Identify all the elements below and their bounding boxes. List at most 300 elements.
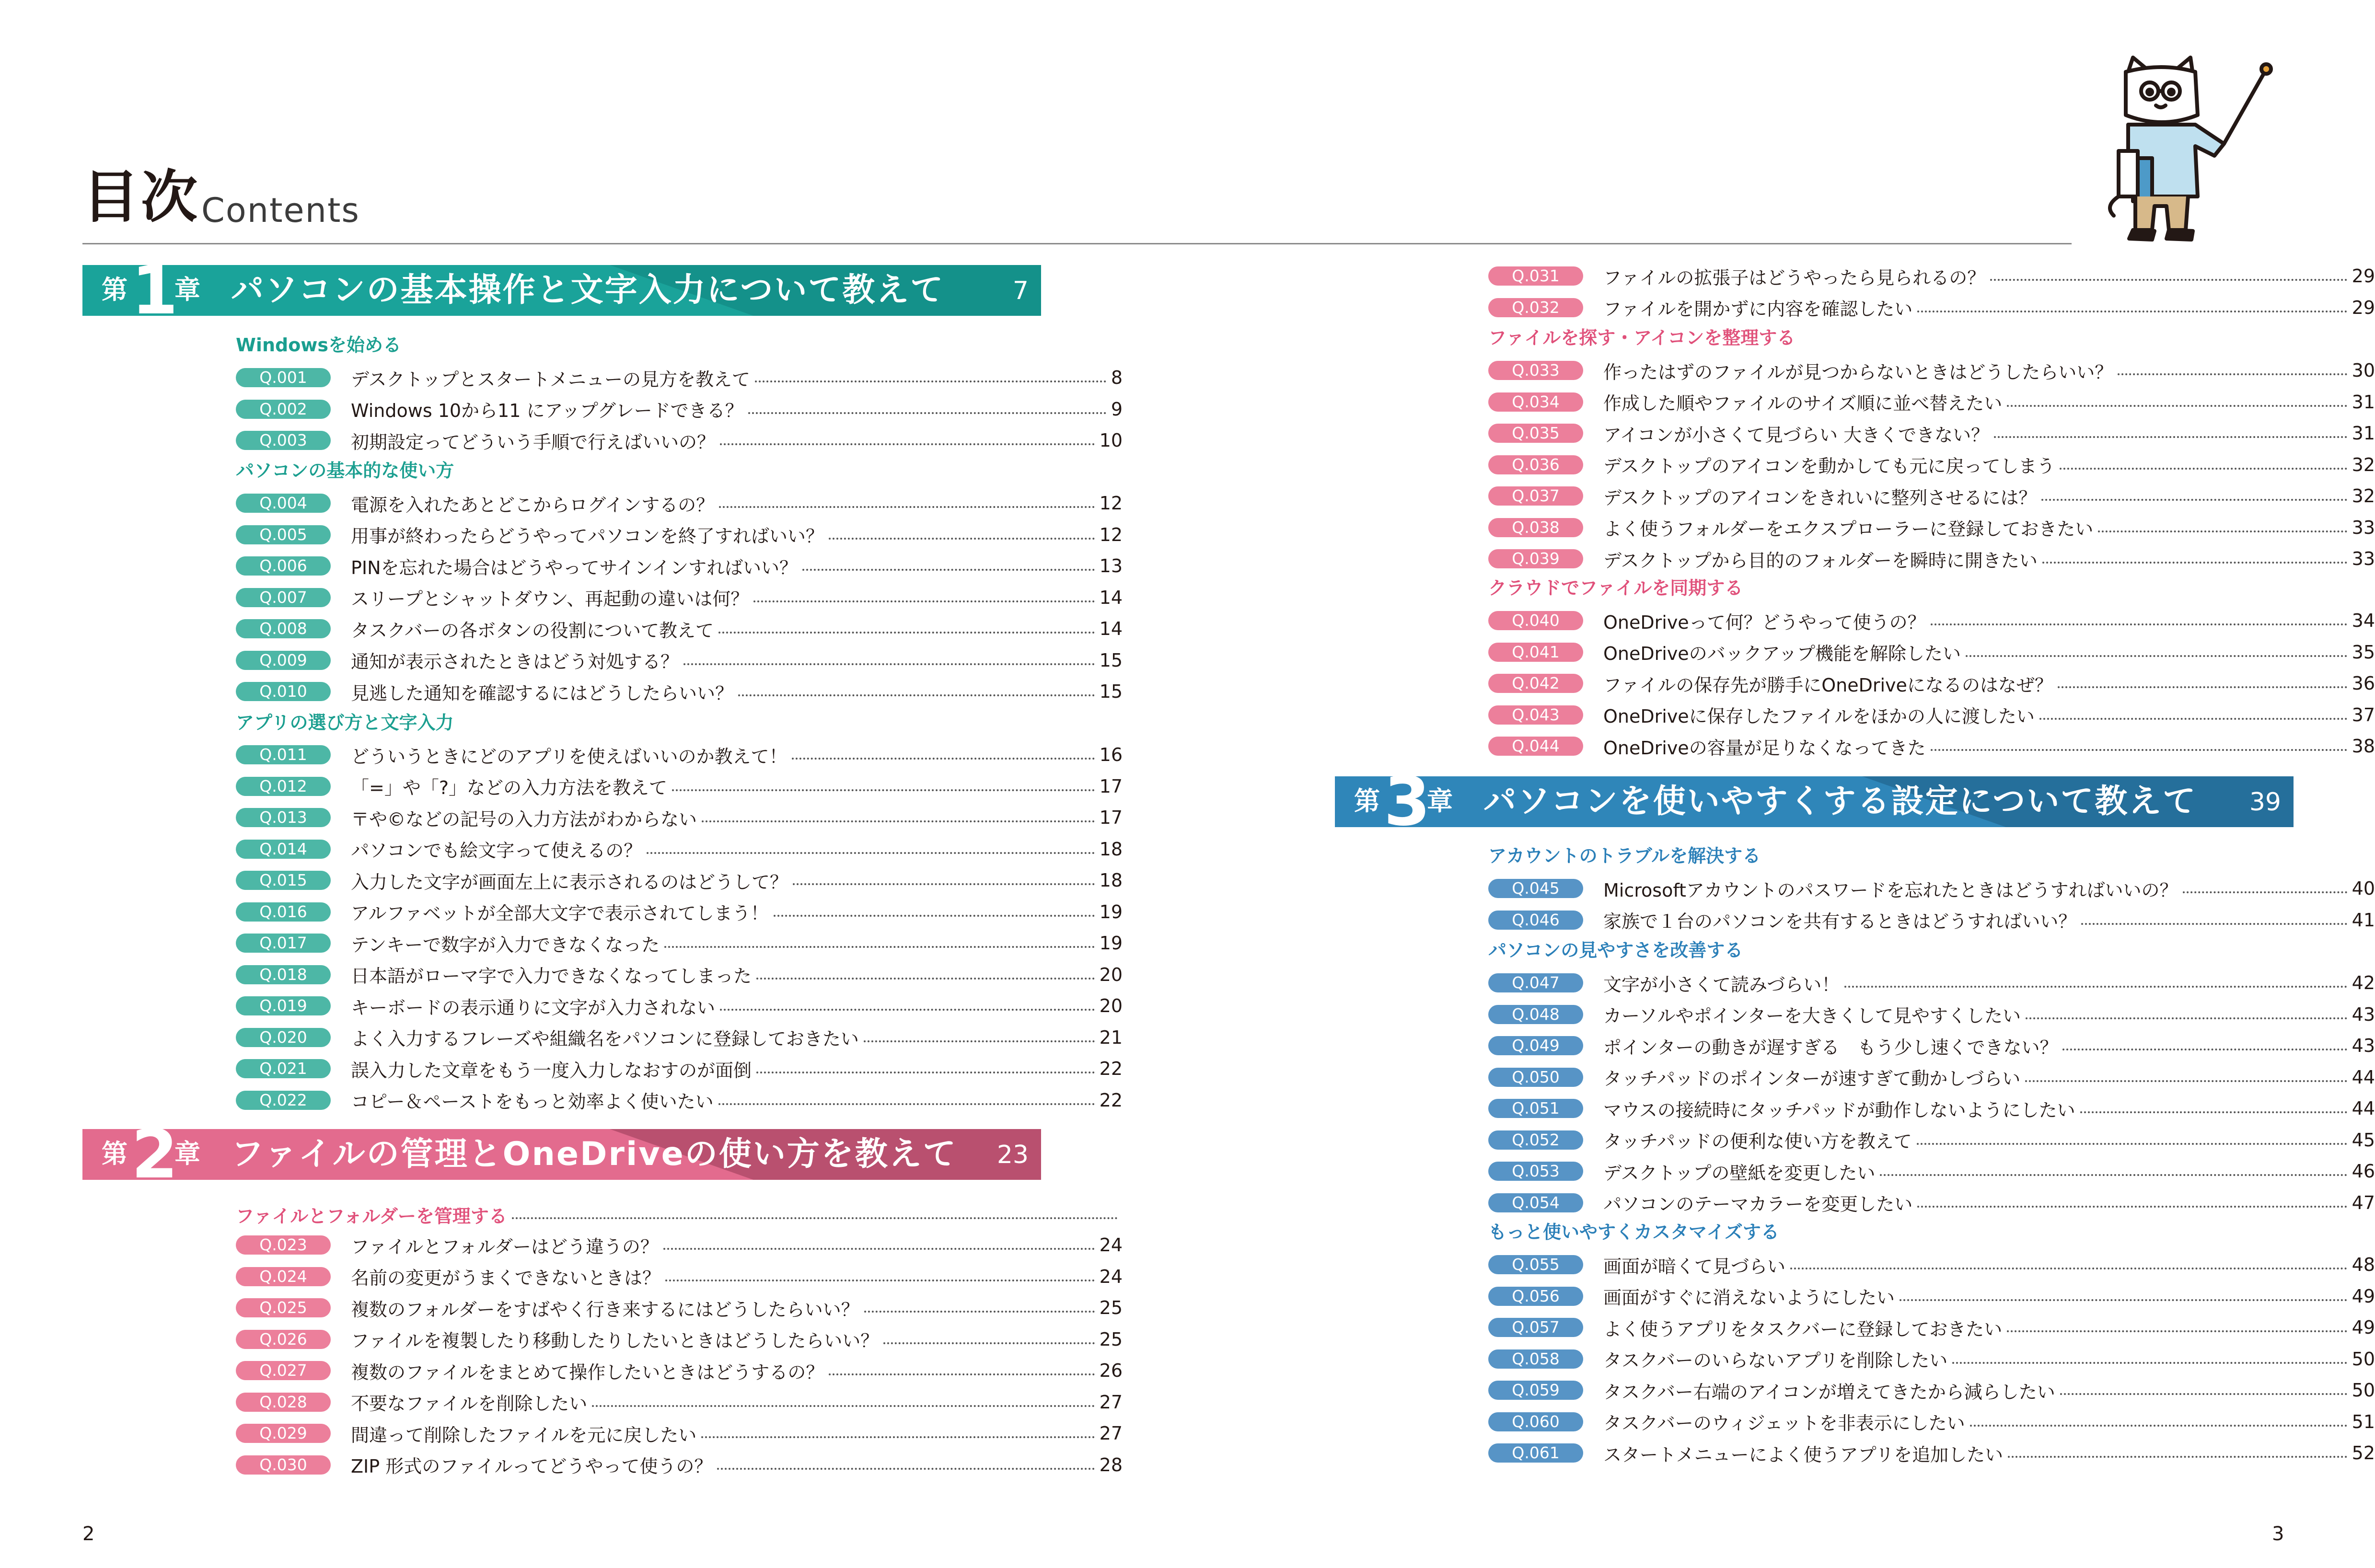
question-text: タッチパッドの便利な使い方を教えて [1603,1131,1912,1152]
chapter-prefix: 第 [102,275,127,305]
toc-entry-line [1603,451,2375,478]
toc-entry[interactable] [236,1357,1123,1384]
question-text: 「=」や「?」などの入力方法を教えて [351,777,668,798]
question-badge: Q.052 [1488,1130,1583,1150]
page-number-left: 2 [82,1523,95,1545]
toc-entry[interactable] [236,615,1123,642]
leader-dots [1917,1206,2347,1208]
section-title: パソコンの基本的な使い方 [236,460,454,481]
leader-dots [1931,623,2347,625]
toc-entry[interactable] [1488,875,2375,902]
question-text: OneDriveの容量が足りなくなってきた [1603,737,1926,759]
page-ref: 25 [1099,1297,1123,1318]
toc-entry-line [1603,1127,2375,1153]
chapter-number: 3 [1384,763,1431,841]
question-text: スリープとシャットダウン、再起動の違いは何？ [351,588,749,610]
question-text: マウスの接続時にタッチパッドが動作しないようにしたい [1603,1099,2075,1121]
toc-entry-line [1603,1251,2375,1278]
toc-entry-line [351,773,1123,800]
question-text: ファイルの拡張子はどうやったら見られるの？ [1603,267,1986,288]
page-ref: 19 [1099,933,1123,954]
question-text: 複数のフォルダーをすばやく行き来するにはどうしたらいい？ [351,1299,859,1320]
question-badge: Q.041 [1488,643,1583,662]
question-badge: Q.061 [1488,1443,1583,1463]
toc-entry-line [351,1294,1123,1321]
toc-entry-line [1603,1440,2375,1466]
question-text: カーソルやポインターを大きくして見やすくしたい [1603,1005,2021,1026]
page-ref: 14 [1099,618,1123,639]
toc-entry[interactable] [236,1389,1123,1416]
question-text: パソコンのテーマカラーを変更したい [1603,1194,1913,1215]
toc-entry[interactable] [1488,969,2375,996]
toc-entry-line [1603,1408,2375,1435]
leader-dots [2042,562,2347,564]
toc-entry-line [1603,670,2375,697]
page-ref: 52 [2352,1442,2375,1464]
question-badge: Q.059 [1488,1381,1583,1400]
question-text: ZIP 形式のファイルってどうやって使うの？ [351,1456,713,1477]
question-badge: Q.055 [1488,1255,1583,1274]
toc-entry-line [351,867,1123,894]
page-ref: 20 [1099,964,1123,985]
question-badge: Q.027 [236,1361,331,1380]
toc-entry[interactable] [236,773,1123,800]
leader-dots [717,1468,1094,1470]
page-ref: 31 [2352,391,2375,413]
toc-entry-line [351,1024,1123,1051]
toc-entry-line [351,364,1123,391]
question-text: タスクバーのいらないアプリを削除したい [1603,1350,1948,1371]
leader-dots [1931,749,2347,751]
toc-entry-line [351,1326,1123,1353]
leader-dots [719,506,1095,508]
page-ref: 34 [2352,610,2375,631]
toc-entry[interactable] [1488,1189,2375,1216]
chapter-page: 39 [2249,788,2281,817]
page-ref: 48 [2352,1254,2375,1275]
toc-entry-line [351,584,1123,611]
question-badge: Q.008 [236,619,331,638]
toc-entry[interactable] [236,836,1123,863]
question-text: テンキーで数字が入力できなくなった [351,934,660,956]
chapter-title: パソコンを使いやすくする設定について教えて [1483,783,2197,820]
toc-entry-line [1603,420,2375,447]
toc-entry[interactable] [236,992,1123,1019]
toc-entry[interactable] [236,867,1123,894]
question-text: OneDriveって何？どうやって使うの？ [1603,611,1926,633]
leader-dots [701,1436,1094,1438]
leader-dots [1917,1143,2347,1145]
question-badge: Q.050 [1488,1068,1583,1087]
question-badge: Q.001 [236,368,331,387]
question-text: 日本語がローマ字で入力できなくなってしまった [351,966,752,987]
toc-entry-line [1603,514,2375,541]
question-text: ファイルを開かずに内容を確認したい [1603,299,1913,320]
question-badge: Q.038 [1488,518,1583,537]
toc-entry[interactable] [1488,514,2375,541]
page-ref: 44 [2352,1066,2375,1088]
toc-entry[interactable] [236,1452,1123,1478]
question-text: アルファベットが全部大文字で表示されてしまう！ [351,903,769,924]
toc-entry-line [351,521,1123,548]
page-ref: 16 [1099,744,1123,765]
chapter-page: 23 [996,1141,1029,1169]
toc-entry-line [1603,1314,2375,1341]
question-text: OneDriveのバックアップ機能を解除したい [1603,643,1961,664]
chapter-1-banner[interactable] [82,252,1041,330]
page-ref: 47 [2352,1192,2375,1213]
page-ref: 28 [1099,1454,1123,1476]
question-text: 見逃した通知を確認するにはどうしたらいい？ [351,682,734,704]
page-ref: 49 [2352,1285,2375,1307]
chapter-prefix: 第 [1354,786,1380,816]
toc-entry[interactable] [1488,1251,2375,1278]
toc-entry[interactable] [1488,1283,2375,1310]
page-ref: 40 [2352,878,2375,899]
page-ref: 12 [1099,493,1123,514]
leader-dots [2080,1111,2347,1113]
leader-dots [756,978,1095,980]
page-ref: 38 [2352,736,2375,757]
question-text: 〒や©などの記号の入力方法がわからない [351,808,697,830]
question-text: 作成した順やファイルのサイズ順に並べ替えたい [1603,393,2003,414]
leader-dots [883,1342,1094,1344]
toc-entry[interactable] [236,899,1123,925]
question-badge: Q.043 [1488,705,1583,725]
page-ref: 12 [1099,524,1123,545]
leader-dots [1917,311,2347,312]
toc-entry[interactable] [236,1294,1123,1321]
question-text: 画面がすぐに消えないようにしたい [1603,1287,1895,1308]
question-text: ポインターの動きが遅すぎる もう少し速くできない？ [1603,1037,2058,1058]
toc-entry[interactable] [1488,1377,2375,1404]
toc-entry[interactable] [236,1055,1123,1082]
toc-entry-line [1603,1095,2375,1122]
page-ref: 15 [1099,681,1123,702]
leader-dots [2007,1330,2347,1332]
toc-entry[interactable] [236,427,1123,454]
toc-entry[interactable] [1488,607,2375,634]
section-title: Windowsを始める [236,334,402,356]
leader-dots [2183,891,2347,893]
page-ref: 32 [2352,485,2375,507]
toc-entry-line [351,647,1123,674]
toc-entry[interactable] [236,521,1123,548]
toc-entry-line [1603,1032,2375,1059]
toc-entry[interactable] [1488,420,2375,447]
leader-dots [1844,986,2347,988]
toc-entry[interactable] [1488,1064,2375,1091]
toc-entry[interactable] [1488,389,2375,415]
question-badge: Q.057 [1488,1318,1583,1337]
leader-dots [718,1103,1095,1105]
toc-entry-line [1603,545,2375,572]
leader-dots [512,1217,1118,1219]
toc-entry[interactable] [1488,451,2375,478]
question-text: よく使うフォルダーをエクスプローラーに登録しておきたい [1603,519,2094,540]
toc-entry-line [1603,607,2375,634]
toc-entry-line [351,899,1123,925]
page-ref: 49 [2352,1317,2375,1338]
question-badge: Q.053 [1488,1162,1583,1181]
question-badge: Q.014 [236,840,331,859]
toc-entry[interactable] [1488,1095,2375,1122]
toc-entry[interactable] [1488,670,2375,697]
leader-dots [684,663,1095,665]
question-badge: Q.007 [236,588,331,607]
toc-entry[interactable] [236,930,1123,957]
toc-entry[interactable] [236,490,1123,517]
question-badge: Q.020 [236,1028,331,1047]
toc-entry[interactable] [1488,1158,2375,1185]
leader-dots [748,412,1106,414]
question-text: デスクトップから目的のフォルダーを瞬時に開きたい [1603,550,2038,571]
page-number-right: 3 [2272,1523,2284,1545]
section-title: もっと使いやすくカスタマイズする [1488,1222,1779,1243]
toc-entry-line [351,1389,1123,1416]
leader-dots [2098,530,2347,532]
toc-entry[interactable] [1488,357,2375,384]
question-badge: Q.039 [1488,549,1583,568]
question-text: Windows 10から11 にアップグレードできる？ [351,400,743,421]
leader-dots [2039,718,2347,720]
question-badge: Q.013 [236,808,331,827]
toc-entry-line [351,961,1123,988]
chapter-prefix: 第 [102,1139,127,1169]
question-badge: Q.005 [236,525,331,544]
toc-entry-line [1603,1064,2375,1091]
question-text: 複数のファイルをまとめて操作したいときはどうするの？ [351,1361,824,1383]
toc-entry-line [351,553,1123,579]
question-text: デスクトップの壁紙を変更したい [1603,1162,1876,1184]
toc-entry-line [351,615,1123,642]
question-badge: Q.060 [1488,1412,1583,1431]
question-badge: Q.032 [1488,298,1583,317]
question-badge: Q.049 [1488,1036,1583,1055]
question-badge: Q.026 [236,1330,331,1349]
toc-entry[interactable] [236,553,1123,579]
page-ref: 17 [1099,775,1123,797]
page-ref: 27 [1099,1423,1123,1444]
toc-entry[interactable] [1488,1440,2375,1466]
question-badge: Q.024 [236,1267,331,1286]
page-ref: 14 [1099,587,1123,608]
question-badge: Q.031 [1488,266,1583,286]
leader-dots [2041,499,2347,501]
leader-dots [1970,1425,2347,1427]
toc-entry[interactable] [236,1420,1123,1447]
toc-entry[interactable] [236,396,1123,423]
question-badge: Q.047 [1488,973,1583,992]
page-ref: 37 [2352,704,2375,726]
question-badge: Q.045 [1488,879,1583,898]
toc-entry-line [351,930,1123,957]
toc-entry[interactable] [236,1232,1123,1258]
toc-entry[interactable] [236,1326,1123,1353]
page-ref: 43 [2352,1003,2375,1025]
question-text: 文字が小さくて読みづらい！ [1603,974,1840,995]
section-title: ファイルを探す・アイコンを整理する [1488,327,1796,348]
toc-entry[interactable] [1488,907,2375,934]
toc-entry[interactable] [236,1024,1123,1051]
toc-entry-line [351,1232,1123,1258]
question-badge: Q.056 [1488,1287,1583,1306]
question-badge: Q.037 [1488,486,1583,506]
question-text: ファイルの保存先が勝手にOneDriveになるのはなぜ？ [1603,674,2053,696]
leader-dots [864,1040,1095,1042]
page-ref: 21 [1099,1026,1123,1048]
toc-entry[interactable] [236,741,1123,768]
toc-entry-line [1603,1189,2375,1216]
question-badge: Q.036 [1488,455,1583,474]
toc-entry-line [1603,875,2375,902]
page-ref: 29 [2352,297,2375,318]
page-ref: 36 [2352,673,2375,694]
question-text: 間違って削除したファイルを元に戻したい [351,1424,697,1446]
question-badge: Q.029 [236,1424,331,1443]
question-badge: Q.033 [1488,361,1583,380]
toc-entry[interactable] [1488,1032,2375,1059]
page-ref: 20 [1099,995,1123,1016]
chapter-title: ファイルの管理とOneDriveの使い方を教えて [231,1135,957,1173]
question-text: ファイルを複製したり移動したりしたいときはどうしたらいい？ [351,1330,879,1351]
leader-dots [1790,1268,2347,1269]
toc-entry[interactable] [236,647,1123,674]
toc-entry-line [1603,1283,2375,1310]
toc-entry[interactable] [1488,702,2375,728]
toc-entry[interactable] [1488,1001,2375,1028]
chapter-title: パソコンの基本操作と文字入力について教えて [231,271,945,309]
page-ref: 29 [2352,265,2375,287]
toc-entry-line [351,396,1123,423]
toc-entry-line [1603,294,2375,321]
leader-dots [755,380,1106,382]
toc-entry[interactable] [1488,483,2375,509]
toc-entry[interactable] [236,678,1123,705]
page-ref: 22 [1099,1089,1123,1111]
chapter-3-banner[interactable] [1335,763,2294,841]
question-text: アイコンが小さくて見づらい 大きくできない？ [1603,424,1990,446]
leader-dots [720,1009,1095,1011]
question-text: タスクバーの各ボタンの役割について教えて [351,620,714,641]
leader-dots [1966,655,2347,657]
page-ref: 42 [2352,972,2375,993]
toc-entry[interactable] [1488,294,2375,321]
toc-entry[interactable] [236,1087,1123,1114]
question-badge: Q.012 [236,777,331,796]
question-badge: Q.003 [236,431,331,450]
toc-entry-line [1603,733,2375,760]
question-badge: Q.021 [236,1059,331,1078]
leader-dots [2060,1393,2347,1395]
leader-dots [774,915,1095,917]
toc-entry-line [1603,969,2375,996]
right-column [1335,0,2375,1568]
page-ref: 26 [1099,1360,1123,1381]
question-badge: Q.034 [1488,392,1583,412]
question-text: 名前の変更がうまくできないときは？ [351,1268,661,1289]
chapter-2-banner[interactable] [82,1116,1041,1194]
leader-dots [864,1311,1095,1313]
question-badge: Q.011 [236,745,331,764]
chapter-suffix: 章 [174,275,200,305]
leader-dots [1994,436,2347,438]
question-badge: Q.018 [236,965,331,984]
question-badge: Q.025 [236,1298,331,1317]
toc-entry-line [351,1263,1123,1290]
toc-entry[interactable] [1488,1408,2375,1435]
leader-dots [2026,1017,2347,1019]
toc-entry-line [351,1420,1123,1447]
question-text: どういうときにどのアプリを使えばいいのか教えて！ [351,746,788,767]
toc-entry[interactable] [236,584,1123,611]
leader-dots [756,1072,1095,1073]
question-badge: Q.044 [1488,737,1583,756]
toc-entry[interactable] [1488,263,2375,289]
toc-entry-line [1603,639,2375,666]
toc-entry[interactable] [1488,1346,2375,1372]
toc-entry[interactable] [1488,1127,2375,1153]
chapter-number: 2 [131,1116,178,1194]
toc-entry-line [1603,907,2375,934]
question-text: 電源を入れたあとどこからログインするの？ [351,494,715,516]
toc-entry[interactable] [236,961,1123,988]
chapter-number: 1 [131,252,178,330]
page-ref: 15 [1099,649,1123,671]
toc-entry-line [351,992,1123,1019]
toc-entry[interactable] [1488,545,2375,572]
leader-dots [793,883,1095,885]
leader-dots [720,443,1095,445]
section-title: アプリの選び方と文字入力 [236,712,454,733]
question-badge: Q.016 [236,902,331,922]
question-badge: Q.010 [236,682,331,701]
toc-entry-line [1603,263,2375,289]
leader-dots [2008,1456,2347,1458]
toc-entry[interactable] [1488,639,2375,666]
question-text: 用事が終わったらどうやってパソコンを終了すればいい？ [351,526,824,547]
page-ref: 19 [1099,901,1123,922]
page-ref: 43 [2352,1035,2375,1056]
toc-entry[interactable] [236,1263,1123,1290]
question-badge: Q.028 [236,1393,331,1412]
leader-dots [663,1248,1095,1250]
question-badge: Q.040 [1488,611,1583,630]
toc-entry[interactable] [236,364,1123,391]
question-text: 作ったはずのファイルが見つからないときはどうしたらいい？ [1603,361,2113,383]
question-badge: Q.048 [1488,1005,1583,1024]
question-text: 誤入力した文章をもう一度入力しなおすのが面倒 [351,1060,752,1081]
page-title: 目次 [82,164,200,230]
toc-entry-line [351,804,1123,831]
toc-entry[interactable] [1488,1314,2375,1341]
question-text: 入力した文字が画面左上に表示されるのはどうして？ [351,871,788,893]
toc-entry[interactable] [1488,733,2375,760]
question-text: よく使うアプリをタスクバーに登録しておきたい [1603,1318,2003,1340]
leader-dots [2060,468,2347,470]
question-text: タスクバーのウィジェットを非表示にしたい [1603,1413,1965,1434]
leader-dots [1900,1299,2347,1301]
page-ref: 24 [1099,1266,1123,1287]
question-text: ファイルとフォルダーはどう違うの？ [351,1236,659,1257]
toc-entry-line [1603,389,2375,415]
leader-dots [2007,405,2347,407]
leader-dots [2081,923,2347,925]
question-text: 画面が暗くて見づらい [1603,1256,1786,1277]
toc-entry[interactable] [236,804,1123,831]
toc-entry-line [1603,702,2375,728]
leader-dots [718,632,1095,634]
